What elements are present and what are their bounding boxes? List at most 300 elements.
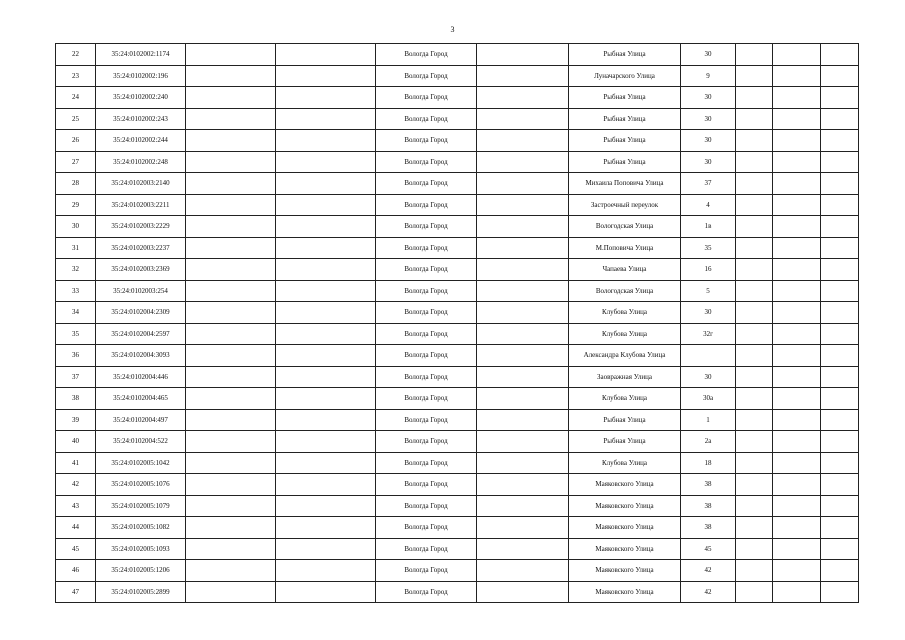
house-number-cell: 38 [681, 474, 736, 496]
empty-cell [736, 560, 773, 582]
row-number-cell: 43 [56, 495, 96, 517]
street-cell: Рыбная Улица [569, 87, 681, 109]
empty-cell [477, 495, 569, 517]
empty-cell [821, 538, 859, 560]
city-cell: Вологда Город [376, 237, 477, 259]
row-number-cell: 41 [56, 452, 96, 474]
empty-cell [821, 130, 859, 152]
empty-cell [736, 87, 773, 109]
empty-cell [736, 194, 773, 216]
empty-cell [736, 44, 773, 66]
empty-cell [773, 108, 821, 130]
empty-cell [736, 108, 773, 130]
empty-cell [186, 452, 276, 474]
street-cell: Заовражная Улица [569, 366, 681, 388]
empty-cell [477, 538, 569, 560]
city-cell: Вологда Город [376, 194, 477, 216]
cadastral-number-cell: 35:24:0102004:497 [96, 409, 186, 431]
table-row [56, 495, 859, 517]
empty-cell [773, 259, 821, 281]
empty-cell [477, 194, 569, 216]
empty-cell [821, 495, 859, 517]
empty-cell [736, 323, 773, 345]
empty-cell [773, 151, 821, 173]
empty-cell [276, 345, 376, 367]
street-cell: Маяковского Улица [569, 517, 681, 539]
row-number-cell: 30 [56, 216, 96, 238]
empty-cell [821, 560, 859, 582]
empty-cell [276, 409, 376, 431]
empty-cell [477, 366, 569, 388]
table-row [56, 130, 859, 152]
empty-cell [821, 108, 859, 130]
empty-cell [276, 259, 376, 281]
empty-cell [186, 560, 276, 582]
empty-cell [773, 130, 821, 152]
row-number-cell: 47 [56, 581, 96, 603]
cadastral-number-cell: 35:24:0102004:465 [96, 388, 186, 410]
empty-cell [186, 216, 276, 238]
city-cell: Вологда Город [376, 87, 477, 109]
empty-cell [736, 495, 773, 517]
row-number-cell: 31 [56, 237, 96, 259]
street-cell: Маяковского Улица [569, 581, 681, 603]
empty-cell [186, 259, 276, 281]
empty-cell [276, 495, 376, 517]
street-cell: Рыбная Улица [569, 108, 681, 130]
empty-cell [477, 259, 569, 281]
empty-cell [736, 259, 773, 281]
empty-cell [736, 302, 773, 324]
table-row [56, 108, 859, 130]
empty-cell [736, 474, 773, 496]
empty-cell [773, 194, 821, 216]
empty-cell [186, 517, 276, 539]
house-number-cell: 4 [681, 194, 736, 216]
cadastral-number-cell: 35:24:0102003:2237 [96, 237, 186, 259]
empty-cell [276, 323, 376, 345]
registry-table [55, 43, 859, 603]
street-cell: Рыбная Улица [569, 44, 681, 66]
empty-cell [477, 44, 569, 66]
empty-cell [276, 581, 376, 603]
table-row [56, 302, 859, 324]
empty-cell [276, 452, 376, 474]
house-number-cell: 1 [681, 409, 736, 431]
cadastral-number-cell: 35:24:0102005:1093 [96, 538, 186, 560]
empty-cell [477, 65, 569, 87]
empty-cell [186, 108, 276, 130]
row-number-cell: 44 [56, 517, 96, 539]
empty-cell [186, 538, 276, 560]
empty-cell [477, 581, 569, 603]
house-number-cell: 38 [681, 495, 736, 517]
city-cell: Вологда Город [376, 323, 477, 345]
cadastral-number-cell: 35:24:0102005:2899 [96, 581, 186, 603]
house-number-cell: 30 [681, 108, 736, 130]
table-row [56, 280, 859, 302]
row-number-cell: 39 [56, 409, 96, 431]
house-number-cell: 30 [681, 302, 736, 324]
street-cell: Рыбная Улица [569, 431, 681, 453]
empty-cell [477, 431, 569, 453]
table-row [56, 194, 859, 216]
city-cell: Вологда Город [376, 151, 477, 173]
empty-cell [276, 194, 376, 216]
empty-cell [276, 108, 376, 130]
empty-cell [736, 409, 773, 431]
city-cell: Вологда Город [376, 302, 477, 324]
row-number-cell: 40 [56, 431, 96, 453]
street-cell: Клубова Улица [569, 388, 681, 410]
house-number-cell: 30 [681, 366, 736, 388]
cadastral-number-cell: 35:24:0102002:1174 [96, 44, 186, 66]
empty-cell [821, 44, 859, 66]
empty-cell [276, 517, 376, 539]
row-number-cell: 34 [56, 302, 96, 324]
empty-cell [477, 280, 569, 302]
row-number-cell: 45 [56, 538, 96, 560]
house-number-cell: 2а [681, 431, 736, 453]
city-cell: Вологда Город [376, 388, 477, 410]
table-row [56, 538, 859, 560]
empty-cell [186, 581, 276, 603]
cadastral-number-cell: 35:24:0102003:2229 [96, 216, 186, 238]
house-number-cell: 45 [681, 538, 736, 560]
cadastral-number-cell: 35:24:0102004:446 [96, 366, 186, 388]
empty-cell [773, 517, 821, 539]
empty-cell [736, 366, 773, 388]
empty-cell [821, 173, 859, 195]
city-cell: Вологда Город [376, 538, 477, 560]
empty-cell [477, 452, 569, 474]
empty-cell [736, 151, 773, 173]
empty-cell [186, 173, 276, 195]
table-row [56, 173, 859, 195]
row-number-cell: 38 [56, 388, 96, 410]
table-row [56, 151, 859, 173]
table-row [56, 431, 859, 453]
empty-cell [186, 302, 276, 324]
cadastral-number-cell: 35:24:0102005:1076 [96, 474, 186, 496]
street-cell: Клубова Улица [569, 302, 681, 324]
row-number-cell: 27 [56, 151, 96, 173]
empty-cell [276, 560, 376, 582]
empty-cell [276, 87, 376, 109]
cadastral-number-cell: 35:24:0102004:3093 [96, 345, 186, 367]
empty-cell [773, 87, 821, 109]
row-number-cell: 33 [56, 280, 96, 302]
street-cell: Чапаева Улица [569, 259, 681, 281]
street-cell: Застроечный переулок [569, 194, 681, 216]
cadastral-number-cell: 35:24:0102004:2309 [96, 302, 186, 324]
row-number-cell: 42 [56, 474, 96, 496]
row-number-cell: 24 [56, 87, 96, 109]
street-cell: Вологодская Улица [569, 216, 681, 238]
empty-cell [821, 323, 859, 345]
empty-cell [477, 130, 569, 152]
empty-cell [821, 474, 859, 496]
street-cell: Вологодская Улица [569, 280, 681, 302]
cadastral-number-cell: 35:24:0102003:2369 [96, 259, 186, 281]
empty-cell [736, 431, 773, 453]
empty-cell [186, 474, 276, 496]
house-number-cell: 30 [681, 151, 736, 173]
street-cell: Рыбная Улица [569, 151, 681, 173]
house-number-cell: 9 [681, 65, 736, 87]
empty-cell [477, 560, 569, 582]
empty-cell [821, 216, 859, 238]
empty-cell [773, 173, 821, 195]
cadastral-number-cell: 35:24:0102005:1042 [96, 452, 186, 474]
empty-cell [276, 280, 376, 302]
empty-cell [186, 237, 276, 259]
empty-cell [477, 108, 569, 130]
empty-cell [773, 65, 821, 87]
empty-cell [821, 194, 859, 216]
empty-cell [186, 130, 276, 152]
house-number-cell: 32г [681, 323, 736, 345]
empty-cell [821, 388, 859, 410]
empty-cell [736, 388, 773, 410]
empty-cell [773, 538, 821, 560]
street-cell: Маяковского Улица [569, 560, 681, 582]
empty-cell [477, 216, 569, 238]
city-cell: Вологда Город [376, 216, 477, 238]
table-row [56, 366, 859, 388]
city-cell: Вологда Город [376, 495, 477, 517]
empty-cell [821, 409, 859, 431]
empty-cell [736, 237, 773, 259]
empty-cell [186, 280, 276, 302]
empty-cell [821, 151, 859, 173]
empty-cell [821, 259, 859, 281]
empty-cell [773, 452, 821, 474]
table-row [56, 323, 859, 345]
empty-cell [186, 194, 276, 216]
empty-cell [477, 517, 569, 539]
empty-cell [276, 173, 376, 195]
empty-cell [276, 44, 376, 66]
empty-cell [186, 409, 276, 431]
cadastral-number-cell: 35:24:0102002:240 [96, 87, 186, 109]
city-cell: Вологда Город [376, 65, 477, 87]
empty-cell [186, 323, 276, 345]
empty-cell [186, 65, 276, 87]
empty-cell [736, 280, 773, 302]
empty-cell [186, 87, 276, 109]
row-number-cell: 32 [56, 259, 96, 281]
empty-cell [477, 302, 569, 324]
row-number-cell: 26 [56, 130, 96, 152]
street-cell: Рыбная Улица [569, 130, 681, 152]
table-row [56, 345, 859, 367]
city-cell: Вологда Город [376, 452, 477, 474]
empty-cell [276, 65, 376, 87]
empty-cell [773, 474, 821, 496]
empty-cell [477, 87, 569, 109]
empty-cell [477, 474, 569, 496]
row-number-cell: 23 [56, 65, 96, 87]
city-cell: Вологда Город [376, 130, 477, 152]
empty-cell [276, 474, 376, 496]
table-row [56, 259, 859, 281]
empty-cell [773, 409, 821, 431]
house-number-cell: 30 [681, 87, 736, 109]
empty-cell [821, 280, 859, 302]
empty-cell [821, 87, 859, 109]
empty-cell [773, 431, 821, 453]
city-cell: Вологда Город [376, 345, 477, 367]
empty-cell [736, 173, 773, 195]
table-row [56, 581, 859, 603]
empty-cell [821, 431, 859, 453]
row-number-cell: 46 [56, 560, 96, 582]
street-cell: Клубова Улица [569, 452, 681, 474]
empty-cell [821, 366, 859, 388]
empty-cell [736, 65, 773, 87]
street-cell: Маяковского Улица [569, 538, 681, 560]
empty-cell [276, 237, 376, 259]
empty-cell [736, 581, 773, 603]
empty-cell [773, 388, 821, 410]
house-number-cell: 30 [681, 130, 736, 152]
empty-cell [477, 173, 569, 195]
empty-cell [186, 431, 276, 453]
table-row [56, 560, 859, 582]
table-row [56, 237, 859, 259]
city-cell: Вологда Город [376, 173, 477, 195]
row-number-cell: 22 [56, 44, 96, 66]
empty-cell [276, 216, 376, 238]
empty-cell [276, 366, 376, 388]
house-number-cell [681, 345, 736, 367]
empty-cell [477, 388, 569, 410]
cadastral-number-cell: 35:24:0102002:196 [96, 65, 186, 87]
page-number: 3 [450, 25, 455, 34]
empty-cell [736, 517, 773, 539]
empty-cell [821, 237, 859, 259]
house-number-cell: 30 [681, 44, 736, 66]
cadastral-number-cell: 35:24:0102002:244 [96, 130, 186, 152]
empty-cell [477, 151, 569, 173]
city-cell: Вологда Город [376, 108, 477, 130]
row-number-cell: 25 [56, 108, 96, 130]
city-cell: Вологда Город [376, 474, 477, 496]
empty-cell [276, 151, 376, 173]
empty-cell [773, 302, 821, 324]
empty-cell [821, 581, 859, 603]
empty-cell [186, 495, 276, 517]
empty-cell [477, 409, 569, 431]
street-cell: Рыбная Улица [569, 409, 681, 431]
table-row [56, 409, 859, 431]
house-number-cell: 42 [681, 581, 736, 603]
empty-cell [477, 237, 569, 259]
empty-cell [821, 517, 859, 539]
empty-cell [186, 366, 276, 388]
city-cell: Вологда Город [376, 517, 477, 539]
house-number-cell: 5 [681, 280, 736, 302]
table-row [56, 474, 859, 496]
empty-cell [736, 130, 773, 152]
cadastral-number-cell: 35:24:0102004:2597 [96, 323, 186, 345]
row-number-cell: 29 [56, 194, 96, 216]
empty-cell [276, 431, 376, 453]
empty-cell [773, 216, 821, 238]
empty-cell [773, 280, 821, 302]
street-cell: Маяковского Улица [569, 495, 681, 517]
empty-cell [186, 151, 276, 173]
city-cell: Вологда Город [376, 280, 477, 302]
table-row [56, 388, 859, 410]
city-cell: Вологда Город [376, 409, 477, 431]
street-cell: Маяковского Улица [569, 474, 681, 496]
empty-cell [773, 44, 821, 66]
empty-cell [773, 237, 821, 259]
cadastral-number-cell: 35:24:0102005:1206 [96, 560, 186, 582]
city-cell: Вологда Город [376, 431, 477, 453]
empty-cell [773, 560, 821, 582]
row-number-cell: 36 [56, 345, 96, 367]
table-row [56, 517, 859, 539]
table-row [56, 44, 859, 66]
house-number-cell: 42 [681, 560, 736, 582]
row-number-cell: 28 [56, 173, 96, 195]
city-cell: Вологда Город [376, 560, 477, 582]
table-row [56, 65, 859, 87]
empty-cell [736, 345, 773, 367]
city-cell: Вологда Город [376, 259, 477, 281]
house-number-cell: 35 [681, 237, 736, 259]
empty-cell [477, 323, 569, 345]
empty-cell [821, 302, 859, 324]
city-cell: Вологда Город [376, 44, 477, 66]
empty-cell [276, 302, 376, 324]
cadastral-number-cell: 35:24:0102003:2211 [96, 194, 186, 216]
cadastral-number-cell: 35:24:0102003:2140 [96, 173, 186, 195]
empty-cell [736, 216, 773, 238]
empty-cell [276, 130, 376, 152]
street-cell: Клубова Улица [569, 323, 681, 345]
house-number-cell: 37 [681, 173, 736, 195]
empty-cell [821, 65, 859, 87]
cadastral-number-cell: 35:24:0102005:1079 [96, 495, 186, 517]
street-cell: Луначарского Улица [569, 65, 681, 87]
row-number-cell: 37 [56, 366, 96, 388]
city-cell: Вологда Город [376, 366, 477, 388]
street-cell: Михаила Поповича Улица [569, 173, 681, 195]
empty-cell [773, 581, 821, 603]
empty-cell [736, 452, 773, 474]
empty-cell [773, 495, 821, 517]
house-number-cell: 1в [681, 216, 736, 238]
cadastral-number-cell: 35:24:0102003:254 [96, 280, 186, 302]
city-cell: Вологда Город [376, 581, 477, 603]
empty-cell [736, 538, 773, 560]
row-number-cell: 35 [56, 323, 96, 345]
empty-cell [276, 388, 376, 410]
empty-cell [773, 345, 821, 367]
empty-cell [821, 452, 859, 474]
cadastral-number-cell: 35:24:0102002:248 [96, 151, 186, 173]
street-cell: Александра Клубова Улица [569, 345, 681, 367]
house-number-cell: 18 [681, 452, 736, 474]
table-row [56, 87, 859, 109]
table-row [56, 216, 859, 238]
house-number-cell: 16 [681, 259, 736, 281]
empty-cell [773, 366, 821, 388]
